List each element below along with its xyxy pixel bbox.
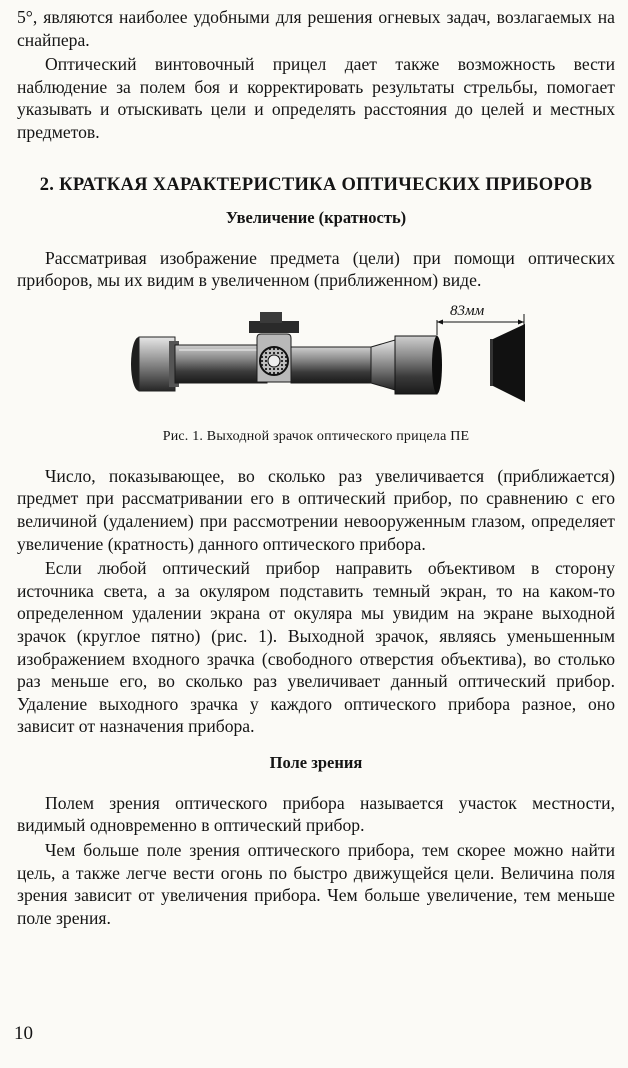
paragraph-exit-pupil: Если любой оптический прибор направить объективом в сторону источника света, а за окуляром подставить темный экран, то на каком-то определенном удалении экрана от окуляра мы увидим на экране выходной зрачок (круглое пятно) (рис. 1). Выходной зрачок, являясь уменьшенным изображением входного зрачка (свободного отверстия объектива), во столько раз меньше его, во сколько раз увеличивает данный оптический прибор. Удаление выходного зрачка у каждого оптического прибора разное, оно зависит от назначения прибора. — [17, 558, 615, 737]
figure-scope-exit-pupil — [17, 300, 615, 425]
page-content — [17, 6, 615, 929]
subheading-field-of-view: Поле зрения — [269, 752, 363, 772]
paragraph-field-definition: Полем зрения оптического прибора называется участок местности, видимый одновременно в оптический прибор. — [17, 792, 615, 836]
paragraph-continuation: 5°, являются наиболее удобными для решения огневых задач, возлагаемых на снайпера. — [17, 7, 615, 50]
paragraph-scope-capabilities: Оптический винтовочный прицел дает также возможность вести наблюдение за полем боя и корректировать результаты стрельбы, помогает указывать и отыскивать цели и определять расстояния до целей и местных предметов. — [17, 54, 615, 142]
paragraph-field-effect: Чем больше поле зрения оптического прибора, тем скорее можно найти цель, а также легче вести огонь по быстро движущейся цели. Величина поля зрения зависит от увеличения прибора. Чем больше увеличение, тем меньше поле зрения. — [17, 840, 615, 928]
page-number: 10 — [14, 1023, 33, 1044]
dimension-label: 83мм — [450, 302, 485, 319]
subheading-magnification: Увеличение (кратность) — [225, 207, 407, 227]
eyepiece-icon — [432, 336, 442, 394]
paragraph-magnification-definition: Число, показывающее, во сколько раз увеличивается (приближается) предмет при рассматривании его в оптический прибор, по сравнению с его величиной (удалением) при рассмотрении невооруженным глазом, определяет увеличение (кратность) данного оптического прибора. — [17, 465, 615, 554]
paragraph-magnified-view: Рассматривая изображение предмета (цели) при помощи оптических приборов, мы их видим в увеличенном (приближенном) виде. — [17, 247, 615, 291]
scope-illustration — [17, 300, 615, 425]
figure-caption: Рис. 1. Выходной зрачок оптического прицела ПЕ — [162, 428, 470, 444]
section-title: 2. КРАТКАЯ ХАРАКТЕРИСТИКА ОПТИЧЕСКИХ ПРИБОРОВ — [39, 174, 593, 195]
dark-screen-icon — [493, 324, 525, 402]
